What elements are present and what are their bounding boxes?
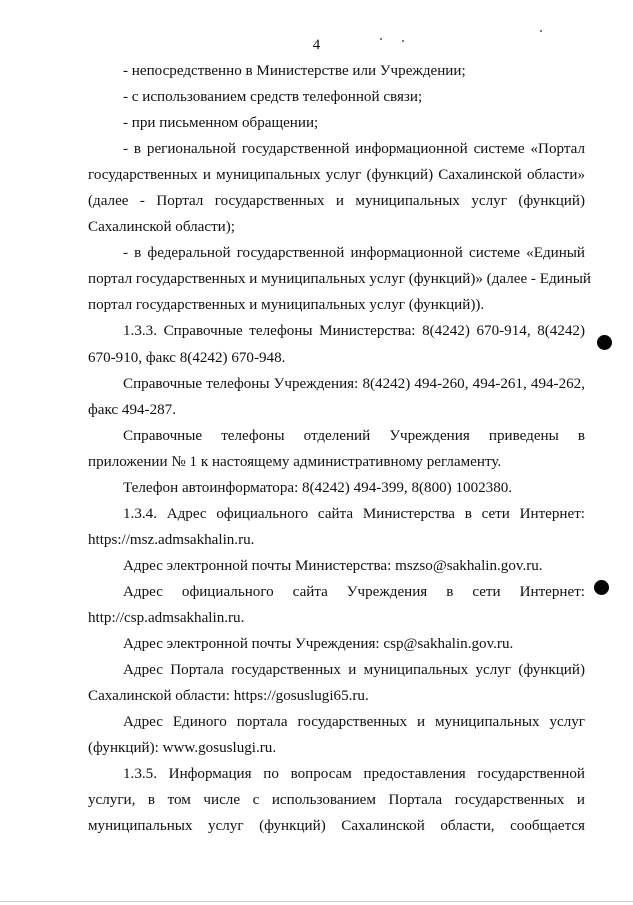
scan-speck [540, 30, 542, 32]
page-number: 4 [312, 37, 321, 53]
text-line: http://csp.admsakhalin.ru. [88, 609, 245, 626]
text-line: Справочные телефоны отделений Учреждения приведены в [123, 427, 585, 444]
text-line: приложении № 1 к настоящему административному регламенту. [88, 453, 502, 470]
document-body [88, 58, 591, 839]
text-line: государственных и муниципальных услуг (функций) Сахалинской области» [88, 167, 585, 184]
text-line: портал государственных и муниципальных услуг (функций)» (далее - Единый [88, 271, 591, 288]
scan-speck [380, 38, 382, 40]
text-line: услуги, в том числе с использованием Портала государственных и [88, 792, 585, 809]
text-line: 1.3.4. Адрес официального сайта Министерства в сети Интернет: [123, 505, 585, 522]
scan-speck [402, 40, 404, 42]
text-line: Сахалинской области); [88, 219, 235, 236]
text-line: - при письменном обращении; [123, 115, 319, 132]
text-line: - в региональной государственной информационной системе «Портал [123, 141, 585, 158]
text-line: Телефон автоинформатора: 8(4242) 494-399, 8(800) 1002380. [123, 479, 513, 496]
text-line: Сахалинской области: https://gosuslugi65.ru. [88, 688, 369, 705]
text-line: портал государственных и муниципальных услуг (функций)). [88, 297, 485, 314]
text-line: 1.3.3. Справочные телефоны Министерства: 8(4242) 670-914, 8(4242) [123, 323, 585, 340]
text-line: (функций): www.gosuslugi.ru. [88, 740, 277, 757]
text-line: - с использованием средств телефонной связи; [123, 89, 423, 106]
margin-dot-mark [597, 335, 612, 350]
text-line: муниципальных услуг (функций) Сахалинской области, сообщается [88, 818, 585, 835]
text-line: Адрес Единого портала государственных и муниципальных услуг [123, 714, 585, 731]
scan-edge-line [0, 901, 633, 902]
text-line: 670-910, факс 8(4242) 670-948. [88, 349, 286, 366]
text-line: - непосредственно в Министерстве или Учреждении; [123, 63, 466, 79]
margin-dot-mark [594, 580, 609, 595]
text-line: (далее - Портал государственных и муниципальных услуг (функций) [88, 193, 585, 210]
text-line: - в федеральной государственной информационной системе «Единый [123, 245, 585, 262]
text-line: Справочные телефоны Учреждения: 8(4242) 494-260, 494-261, 494-262, [123, 375, 585, 392]
text-line: https://msz.admsakhalin.ru. [88, 531, 255, 548]
text-line: факс 494-287. [88, 401, 176, 418]
text-line: Адрес Портала государственных и муниципальных услуг (функций) [123, 662, 585, 679]
text-line: Адрес официального сайта Учреждения в сети Интернет: [123, 583, 585, 600]
text-line: Адрес электронной почты Учреждения: csp@sakhalin.gov.ru. [123, 636, 514, 653]
text-line: Адрес электронной почты Министерства: mszso@sakhalin.gov.ru. [123, 557, 543, 574]
text-line: 1.3.5. Информация по вопросам предоставления государственной [123, 766, 585, 783]
